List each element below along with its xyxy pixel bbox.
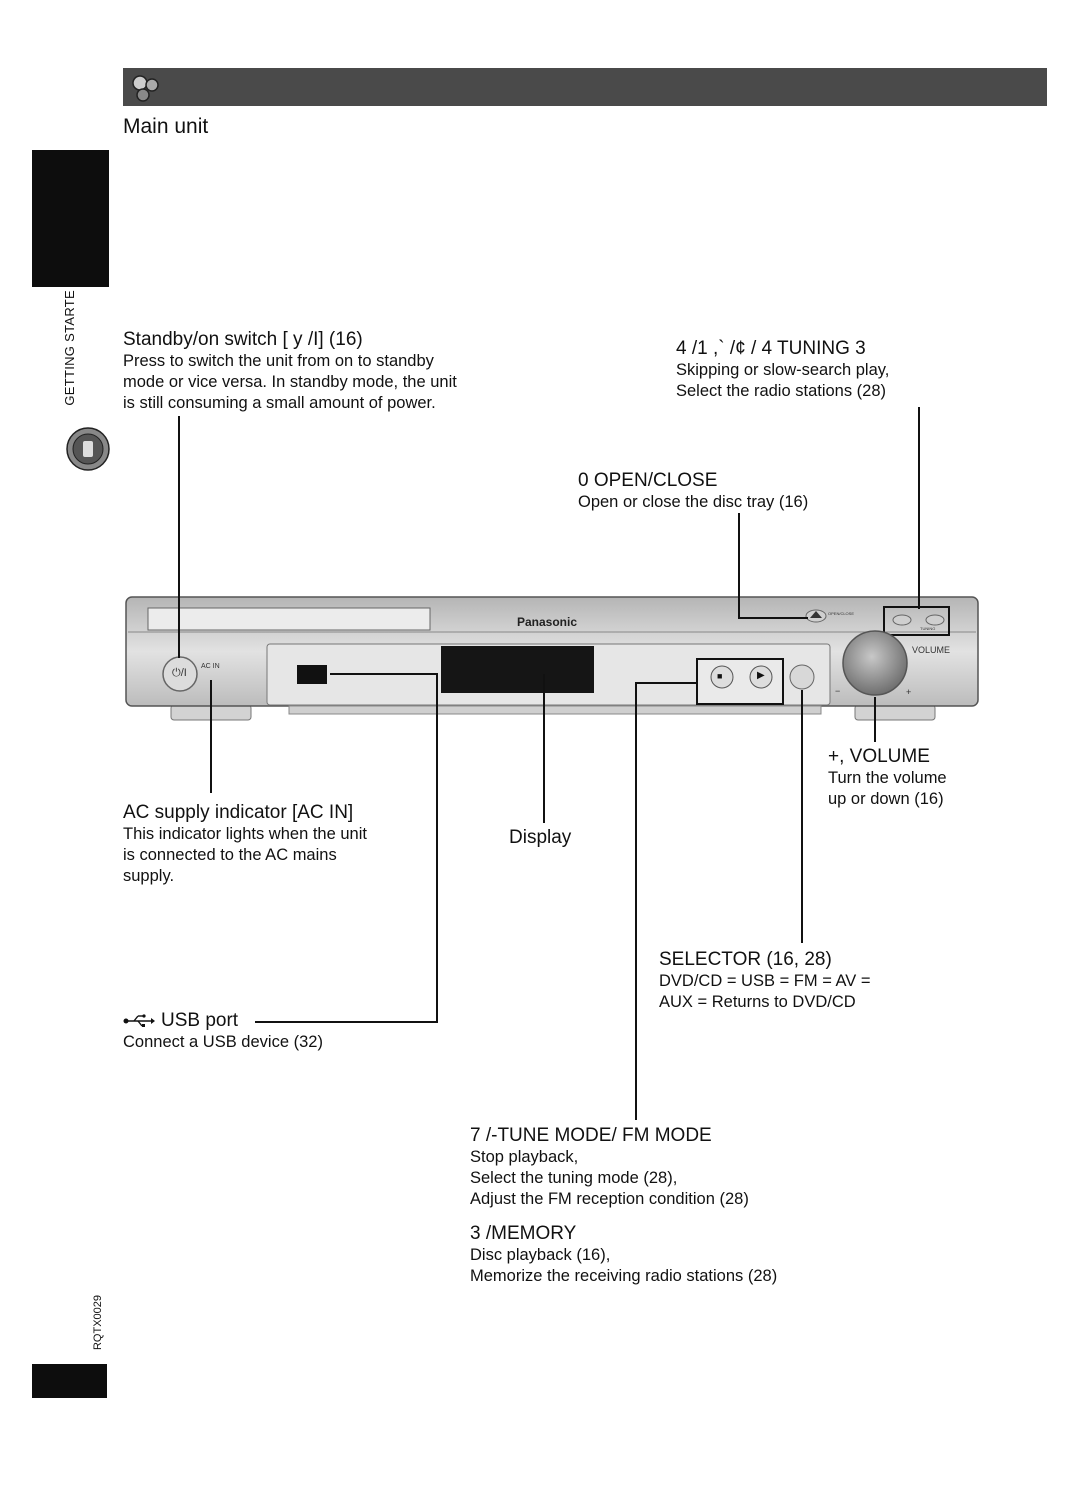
volume-desc-2: up or down (16)	[828, 790, 944, 808]
open-close-panel-label: OPEN/CLOSE	[828, 611, 855, 616]
selector-button	[790, 665, 814, 689]
ac-supply-title: AC supply indicator [AC IN]	[123, 802, 354, 823]
volume-panel-label: VOLUME	[912, 645, 951, 655]
usb-desc: Connect a USB device (32)	[123, 1033, 323, 1051]
selector-desc-1: DVD/CD = USB = FM = AV =	[659, 972, 871, 990]
power-button-label: ⏻/I	[172, 667, 187, 679]
volume-minus-label: −	[835, 686, 841, 696]
open-close-title: 0 OPEN/CLOSE	[578, 470, 718, 491]
standby-title: Standby/on switch [ y /I] (16)	[123, 329, 363, 350]
brand-logo: Panasonic	[517, 615, 578, 629]
open-close-desc: Open or close the disc tray (16)	[578, 493, 809, 511]
selector-desc-2: AUX = Returns to DVD/CD	[659, 993, 856, 1011]
selector-leader-line	[801, 690, 803, 943]
transport-leader-vertical	[635, 682, 637, 1120]
usb-title: USB port	[161, 1010, 239, 1031]
volume-desc-1: Turn the volume	[828, 769, 947, 787]
ac-supply-desc-2: is connected to the AC mains	[123, 846, 337, 864]
stop-icon: ■	[717, 671, 723, 681]
selector-title: SELECTOR (16, 28)	[659, 949, 832, 970]
chapter-label: GETTING STARTE	[62, 290, 77, 406]
tune-mode-desc-3: Adjust the FM reception condition (28)	[470, 1190, 749, 1208]
document-code: RQTX0029	[92, 1295, 104, 1351]
usb-slot	[297, 665, 327, 684]
tune-mode-title: 7 /-TUNE MODE/ FM MODE	[470, 1125, 712, 1146]
standby-desc-1: Press to switch the unit from on to standby	[123, 352, 434, 370]
ac-supply-desc-1: This indicator lights when the unit	[123, 825, 367, 843]
display-leader-line	[543, 674, 545, 823]
tuning-desc-2: Select the radio stations (28)	[676, 382, 887, 400]
transport-leader-horizontal	[635, 682, 698, 684]
tune-mode-desc-1: Stop playback,	[470, 1148, 579, 1166]
volume-plus-label: +	[906, 687, 912, 697]
play-icon: ▶	[757, 670, 765, 681]
ac-in-label: AC IN	[201, 663, 220, 670]
memory-desc-2: Memorize the receiving radio stations (28)	[470, 1267, 778, 1285]
section-title: Main unit	[123, 115, 209, 138]
disc-tray	[148, 608, 430, 630]
display-window	[441, 646, 594, 693]
volume-title: +, VOLUME	[828, 746, 930, 767]
open-close-leader-horizontal	[738, 617, 808, 619]
tuning-panel-label: TUNING	[920, 626, 936, 631]
ac-supply-desc-3: supply.	[123, 867, 175, 885]
ac-in-leader-line	[210, 680, 212, 793]
usb-leader-horizontal-bottom	[255, 1021, 438, 1023]
open-close-leader-vertical	[738, 513, 740, 619]
standby-leader-line	[178, 416, 180, 658]
tune-mode-desc-2: Select the tuning mode (28),	[470, 1169, 678, 1187]
standby-desc-3: is still consuming a small amount of power.	[123, 394, 436, 412]
usb-leader-vertical	[436, 673, 438, 1023]
standby-desc-2: mode or vice versa. In standby mode, the unit	[123, 373, 457, 391]
memory-title: 3 /MEMORY	[470, 1223, 577, 1244]
usb-leader-horizontal-top	[330, 673, 438, 675]
memory-desc-1: Disc playback (16),	[470, 1246, 611, 1264]
display-title: Display	[509, 827, 572, 848]
tuning-desc-1: Skipping or slow-search play,	[676, 361, 890, 379]
volume-knob	[843, 631, 907, 695]
tuning-leader-line	[918, 407, 920, 609]
volume-leader-line	[874, 697, 876, 742]
tuning-title: 4 /1 ,` /¢ / 4 TUNING 3	[676, 338, 866, 359]
